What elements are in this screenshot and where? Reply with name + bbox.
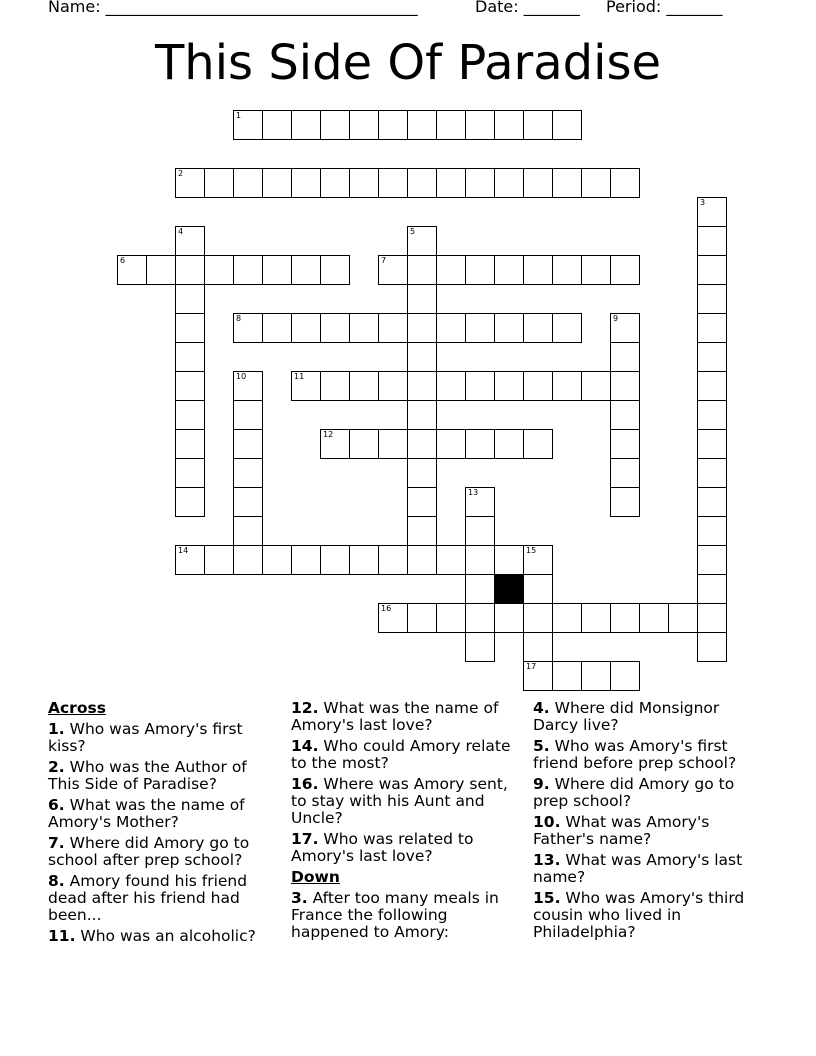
grid-cell[interactable] — [436, 168, 466, 198]
grid-cell[interactable] — [552, 313, 582, 343]
grid-cell[interactable] — [204, 545, 234, 575]
grid-cell[interactable] — [581, 661, 611, 691]
grid-cell[interactable] — [262, 545, 292, 575]
grid-cell[interactable] — [697, 458, 727, 488]
grid-cell[interactable] — [378, 313, 408, 343]
grid-cell[interactable] — [436, 255, 466, 285]
grid-cell[interactable] — [233, 371, 263, 401]
grid-cell[interactable] — [262, 110, 292, 140]
clue-item — [533, 738, 758, 772]
grid-cell[interactable] — [233, 487, 263, 517]
grid-cell[interactable] — [552, 168, 582, 198]
clue-item-number: 10. — [533, 813, 561, 831]
clue-item-number: 12. — [291, 699, 319, 717]
grid-cell[interactable] — [552, 255, 582, 285]
clue-item — [533, 700, 758, 734]
grid-cell[interactable] — [204, 168, 234, 198]
clue-item — [533, 814, 758, 848]
grid-cell[interactable] — [465, 429, 495, 459]
grid-cell[interactable] — [175, 487, 205, 517]
grid-cell[interactable] — [378, 371, 408, 401]
grid-cell[interactable] — [697, 284, 727, 314]
clue-number: 17 — [526, 662, 537, 671]
grid-cell[interactable] — [291, 255, 321, 285]
grid-cell[interactable] — [407, 603, 437, 633]
clue-item — [291, 890, 521, 941]
grid-cell[interactable] — [175, 168, 205, 198]
grid-cell[interactable] — [523, 429, 553, 459]
grid-cell[interactable] — [291, 371, 321, 401]
grid-cell[interactable] — [175, 429, 205, 459]
clue-item — [48, 797, 273, 831]
clue-item-text: What was the name of Amory's Mother? — [48, 796, 245, 831]
grid-cell[interactable] — [407, 400, 437, 430]
grid-cell[interactable] — [581, 168, 611, 198]
clue-item-text: Who was related to Amory's last love? — [291, 830, 474, 865]
grid-cell[interactable] — [697, 516, 727, 546]
grid-cell[interactable] — [436, 371, 466, 401]
clue-item-number: 6. — [48, 796, 65, 814]
grid-cell[interactable] — [378, 110, 408, 140]
grid-cell[interactable] — [610, 313, 640, 343]
grid-cell[interactable] — [378, 603, 408, 633]
clue-item-number: 8. — [48, 872, 65, 890]
clue-item — [291, 700, 521, 734]
clue-item — [48, 759, 273, 793]
grid-cell[interactable] — [175, 400, 205, 430]
puzzle-title: This Side Of Paradise — [154, 35, 662, 91]
grid-cell[interactable] — [494, 313, 524, 343]
grid-cell[interactable] — [465, 371, 495, 401]
clue-item-text: Amory found his friend dead after his friend had been... — [48, 872, 248, 924]
clue-item-number: 3. — [291, 889, 308, 907]
grid-cell[interactable] — [697, 603, 727, 633]
grid-cell[interactable] — [465, 545, 495, 575]
grid-cell[interactable] — [494, 110, 524, 140]
grid-cell[interactable] — [175, 371, 205, 401]
grid-cell[interactable] — [610, 458, 640, 488]
clue-item-text: Who was Amory's first friend before prep school? — [533, 737, 737, 772]
grid-cell[interactable] — [407, 284, 437, 314]
grid-cell[interactable] — [175, 545, 205, 575]
grid-cell[interactable] — [552, 661, 582, 691]
across-heading: Across — [48, 699, 106, 717]
grid-cell[interactable] — [581, 255, 611, 285]
grid-cell[interactable] — [349, 545, 379, 575]
grid-cell[interactable] — [697, 429, 727, 459]
grid-cell[interactable] — [697, 197, 727, 227]
grid-cell[interactable] — [407, 255, 437, 285]
down-heading: Down — [291, 868, 340, 886]
grid-cell[interactable] — [233, 429, 263, 459]
grid-cell[interactable] — [233, 255, 263, 285]
clue-number: 5 — [410, 227, 416, 236]
name-field[interactable]: Name: _______________________________________ — [48, 0, 418, 16]
clue-item-number: 7. — [48, 834, 65, 852]
clue-number: 4 — [178, 227, 184, 236]
grid-cell[interactable] — [465, 574, 495, 604]
grid-cell[interactable] — [668, 603, 698, 633]
grid-cell[interactable] — [523, 545, 553, 575]
clue-number: 9 — [613, 314, 619, 323]
clue-number: 7 — [381, 256, 387, 265]
grid-cell[interactable] — [291, 313, 321, 343]
black-square — [494, 574, 524, 604]
clue-number: 16 — [381, 604, 392, 613]
grid-cell[interactable] — [233, 168, 263, 198]
grid-cell[interactable] — [697, 313, 727, 343]
clue-item-number: 4. — [533, 699, 550, 717]
grid-cell[interactable] — [581, 371, 611, 401]
grid-cell[interactable] — [523, 255, 553, 285]
grid-cell[interactable] — [610, 603, 640, 633]
clue-item — [291, 738, 521, 772]
clue-item-text: Where was Amory sent, to stay with his Aunt and Uncle? — [291, 775, 508, 827]
grid-cell[interactable] — [291, 545, 321, 575]
grid-cell[interactable] — [175, 226, 205, 256]
clue-item-number: 5. — [533, 737, 550, 755]
grid-cell[interactable] — [465, 110, 495, 140]
clue-item-number: 16. — [291, 775, 319, 793]
grid-cell[interactable] — [436, 313, 466, 343]
grid-cell[interactable] — [233, 516, 263, 546]
grid-cell[interactable] — [436, 429, 466, 459]
grid-cell[interactable] — [494, 255, 524, 285]
down-clue-list — [291, 890, 521, 941]
grid-cell[interactable] — [407, 168, 437, 198]
grid-cell[interactable] — [233, 313, 263, 343]
grid-cell[interactable] — [291, 168, 321, 198]
down-clue-list-cont — [533, 700, 758, 941]
grid-cell[interactable] — [146, 255, 176, 285]
grid-cell[interactable] — [610, 429, 640, 459]
grid-cell[interactable] — [523, 313, 553, 343]
grid-cell[interactable] — [697, 342, 727, 372]
clue-item-text: Where did Amory go to school after prep school? — [48, 834, 250, 869]
clue-number: 10 — [236, 372, 247, 381]
grid-cell[interactable] — [697, 226, 727, 256]
grid-cell[interactable] — [465, 632, 495, 662]
grid-cell[interactable] — [494, 371, 524, 401]
clue-item-number: 1. — [48, 720, 65, 738]
clue-item — [48, 721, 273, 755]
grid-cell[interactable] — [436, 110, 466, 140]
date-field[interactable]: Date: _______ — [475, 0, 580, 16]
grid-cell[interactable] — [610, 487, 640, 517]
grid-cell[interactable] — [523, 168, 553, 198]
grid-cell[interactable] — [610, 400, 640, 430]
grid-cell[interactable] — [407, 545, 437, 575]
clue-item-text: Where did Amory go to prep school? — [533, 775, 735, 810]
grid-cell[interactable] — [407, 342, 437, 372]
grid-cell[interactable] — [610, 661, 640, 691]
clue-item — [48, 873, 273, 924]
grid-cell[interactable] — [465, 487, 495, 517]
grid-cell[interactable] — [175, 458, 205, 488]
clue-item — [533, 776, 758, 810]
clue-item-text: Where did Monsignor Darcy live? — [533, 699, 720, 734]
clue-item-text: Who was Amory's first kiss? — [48, 720, 243, 755]
grid-cell[interactable] — [523, 661, 553, 691]
clue-item-number: 13. — [533, 851, 561, 869]
clue-number: 1 — [236, 111, 242, 120]
grid-cell[interactable] — [407, 110, 437, 140]
grid-cell[interactable] — [494, 168, 524, 198]
grid-cell[interactable] — [175, 342, 205, 372]
across-clue-list-cont — [291, 700, 521, 865]
clue-number: 15 — [526, 546, 537, 555]
grid-cell[interactable] — [436, 545, 466, 575]
grid-cell[interactable] — [262, 168, 292, 198]
clue-column-1 — [48, 700, 273, 949]
grid-cell[interactable] — [552, 603, 582, 633]
across-clue-list — [48, 721, 273, 945]
grid-cell[interactable] — [262, 313, 292, 343]
grid-cell[interactable] — [320, 110, 350, 140]
clue-number: 14 — [178, 546, 189, 555]
clue-number: 6 — [120, 256, 126, 265]
grid-cell[interactable] — [697, 255, 727, 285]
grid-cell[interactable] — [552, 371, 582, 401]
grid-cell[interactable] — [697, 545, 727, 575]
grid-cell[interactable] — [407, 226, 437, 256]
clue-item — [48, 928, 273, 945]
clue-item-text: After too many meals in France the following happened to Amory: — [291, 889, 499, 941]
grid-cell[interactable] — [697, 400, 727, 430]
grid-cell[interactable] — [494, 603, 524, 633]
grid-cell[interactable] — [523, 603, 553, 633]
grid-cell[interactable] — [349, 313, 379, 343]
grid-cell[interactable] — [465, 255, 495, 285]
grid-cell[interactable] — [320, 168, 350, 198]
grid-cell[interactable] — [523, 110, 553, 140]
clue-item-number: 2. — [48, 758, 65, 776]
grid-cell[interactable] — [233, 458, 263, 488]
grid-cell[interactable] — [378, 168, 408, 198]
grid-cell[interactable] — [523, 574, 553, 604]
grid-cell[interactable] — [204, 255, 234, 285]
grid-cell[interactable] — [175, 284, 205, 314]
grid-cell[interactable] — [407, 487, 437, 517]
clue-item-number: 17. — [291, 830, 319, 848]
grid-cell[interactable] — [175, 313, 205, 343]
grid-cell[interactable] — [610, 255, 640, 285]
grid-cell[interactable] — [378, 545, 408, 575]
grid-cell[interactable] — [552, 110, 582, 140]
grid-cell[interactable] — [523, 632, 553, 662]
student-info-header — [48, 0, 768, 19]
grid-cell[interactable] — [697, 632, 727, 662]
grid-cell[interactable] — [378, 429, 408, 459]
grid-cell[interactable] — [523, 371, 553, 401]
grid-cell[interactable] — [407, 429, 437, 459]
grid-cell[interactable] — [465, 516, 495, 546]
grid-cell[interactable] — [233, 110, 263, 140]
clue-item-text: Who could Amory relate to the most? — [291, 737, 511, 772]
grid-cell[interactable] — [407, 371, 437, 401]
clue-number: 3 — [700, 198, 706, 207]
clue-column-2 — [291, 700, 521, 945]
grid-cell[interactable] — [581, 603, 611, 633]
grid-cell[interactable] — [465, 168, 495, 198]
grid-cell[interactable] — [610, 168, 640, 198]
clue-item-number: 15. — [533, 889, 561, 907]
grid-cell[interactable] — [320, 429, 350, 459]
grid-cell[interactable] — [610, 342, 640, 372]
grid-cell[interactable] — [349, 168, 379, 198]
grid-cell[interactable] — [639, 603, 669, 633]
grid-cell[interactable] — [320, 545, 350, 575]
grid-cell[interactable] — [436, 603, 466, 633]
grid-cell[interactable] — [262, 255, 292, 285]
grid-cell[interactable] — [465, 313, 495, 343]
grid-cell[interactable] — [175, 255, 205, 285]
grid-cell[interactable] — [697, 574, 727, 604]
clue-number: 13 — [468, 488, 479, 497]
grid-cell[interactable] — [320, 371, 350, 401]
clue-number: 8 — [236, 314, 242, 323]
grid-cell[interactable] — [233, 545, 263, 575]
grid-cell[interactable] — [349, 110, 379, 140]
grid-cell[interactable] — [349, 429, 379, 459]
clue-item — [48, 835, 273, 869]
clue-number: 2 — [178, 169, 184, 178]
grid-cell[interactable] — [378, 255, 408, 285]
clue-item-text: What was the name of Amory's last love? — [291, 699, 499, 734]
grid-cell[interactable] — [320, 313, 350, 343]
grid-cell[interactable] — [349, 371, 379, 401]
grid-cell[interactable] — [610, 371, 640, 401]
grid-cell[interactable] — [407, 458, 437, 488]
clue-item-text: Who was the Author of This Side of Paradise? — [48, 758, 247, 793]
period-field[interactable]: Period: _______ — [606, 0, 723, 16]
clue-item-text: What was Amory's last name? — [533, 851, 743, 886]
clue-item — [291, 776, 521, 827]
clue-item-text: What was Amory's Father's name? — [533, 813, 710, 848]
grid-cell[interactable] — [494, 429, 524, 459]
grid-cell[interactable] — [233, 400, 263, 430]
clue-item-number: 14. — [291, 737, 319, 755]
grid-cell[interactable] — [465, 603, 495, 633]
clue-number: 11 — [294, 372, 305, 381]
grid-cell[interactable] — [494, 545, 524, 575]
grid-cell[interactable] — [291, 110, 321, 140]
clue-item-text: Who was Amory's third cousin who lived in Philadelphia? — [533, 889, 745, 941]
grid-cell[interactable] — [407, 313, 437, 343]
grid-cell[interactable] — [117, 255, 147, 285]
clue-item-number: 9. — [533, 775, 550, 793]
grid-cell[interactable] — [407, 516, 437, 546]
clue-item — [291, 831, 521, 865]
clue-item-text: Who was an alcoholic? — [75, 927, 256, 945]
grid-cell[interactable] — [697, 371, 727, 401]
clue-item — [533, 890, 758, 941]
grid-cell[interactable] — [320, 255, 350, 285]
clue-item-number: 11. — [48, 927, 76, 945]
clue-item — [533, 852, 758, 886]
clue-column-3 — [533, 700, 758, 945]
grid-cell[interactable] — [697, 487, 727, 517]
clue-number: 12 — [323, 430, 334, 439]
